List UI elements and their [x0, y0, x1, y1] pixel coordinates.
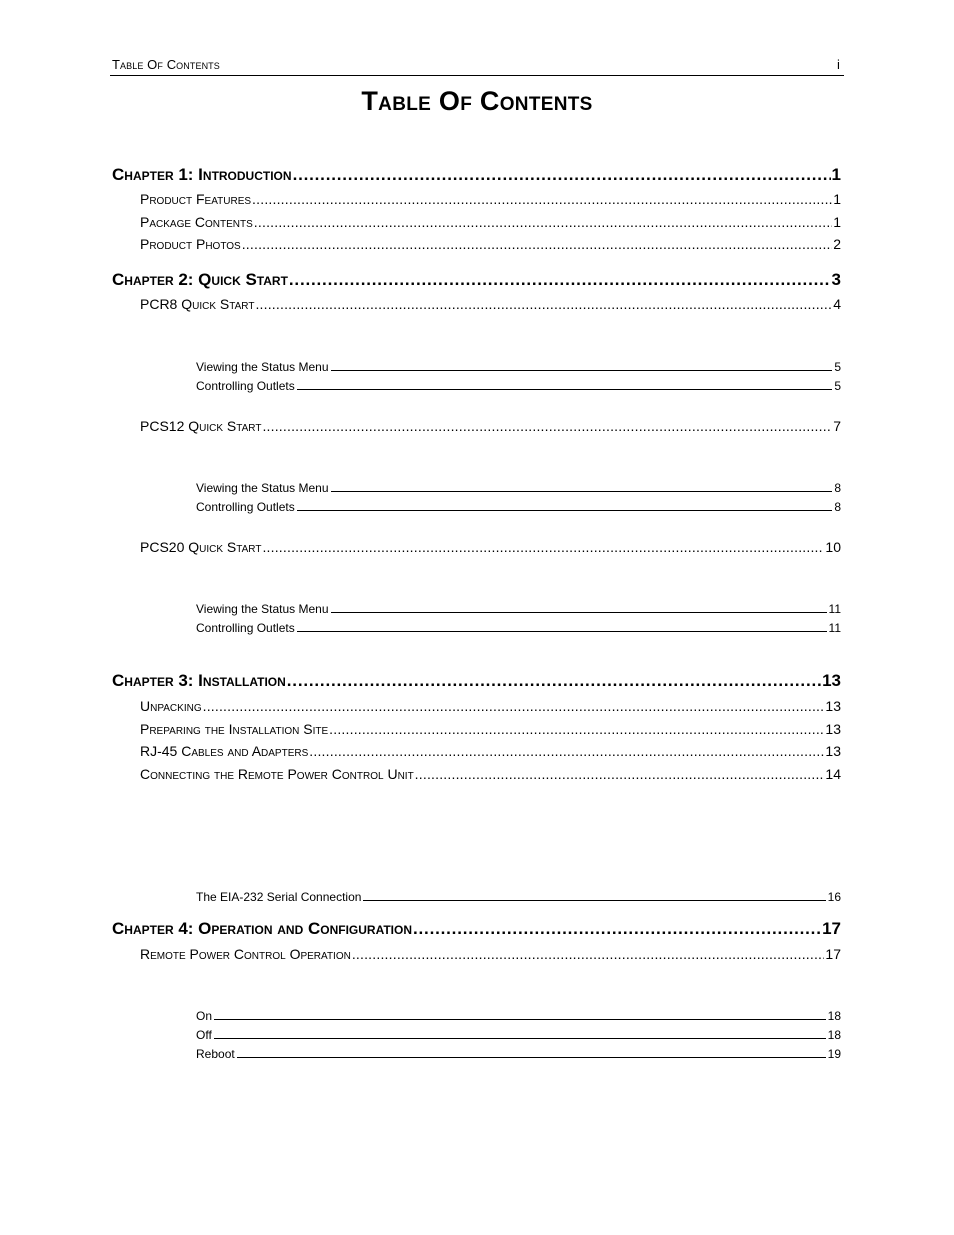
- dot-leader: [329, 721, 824, 737]
- underline-leader: [363, 889, 825, 901]
- toc-entry-label: PCR8 Quick Start: [140, 296, 255, 312]
- toc-entry-label: The EIA-232 Serial Connection: [196, 890, 362, 904]
- toc-entry-label: RJ-45 Cables and Adapters: [140, 743, 309, 759]
- toc-entry-page: 1: [831, 165, 841, 184]
- toc-entry-page: 11: [828, 602, 841, 616]
- toc-entry-label: Viewing the Status Menu: [196, 360, 329, 374]
- toc-subsection[interactable]: [196, 1008, 841, 1023]
- toc-entry-page: 11: [828, 621, 841, 635]
- toc-section[interactable]: [140, 721, 841, 737]
- toc-entry-page: 17: [825, 946, 841, 962]
- underline-leader: [331, 601, 827, 613]
- toc-entry-page: 8: [834, 481, 841, 495]
- toc-entry-label: Remote Power Control Operation: [140, 946, 351, 962]
- toc-entry-page: 4: [833, 296, 841, 312]
- toc-entry-label: Package Contents: [140, 214, 253, 230]
- toc-entry-page: 1: [833, 191, 841, 207]
- toc-entry-label: Controlling Outlets: [196, 379, 295, 393]
- toc-section[interactable]: [140, 236, 841, 252]
- toc-entry-label: On: [196, 1009, 213, 1023]
- underline-leader: [297, 620, 827, 632]
- toc-section[interactable]: [140, 214, 841, 230]
- toc-entry-page: 10: [825, 539, 841, 555]
- toc-entry-label: Chapter 2: Quick Start: [112, 270, 288, 289]
- toc-subsection[interactable]: [196, 359, 841, 374]
- toc-chapter-4[interactable]: [112, 919, 841, 939]
- dot-leader: [287, 671, 821, 691]
- toc-entry-label: Controlling Outlets: [196, 621, 295, 635]
- toc-entry-label: PCS12 Quick Start: [140, 418, 262, 434]
- page-title: Table Of Contents: [361, 86, 593, 116]
- toc-entry-page: 5: [834, 379, 841, 393]
- toc-entry-label: Chapter 1: Introduction: [112, 165, 292, 184]
- toc-entry-page: 18: [827, 1009, 841, 1023]
- dot-leader: [352, 946, 825, 962]
- toc-entry-label: Viewing the Status Menu: [196, 602, 329, 616]
- toc-subsection[interactable]: [196, 601, 841, 616]
- toc-subsection[interactable]: [196, 378, 841, 393]
- toc-section[interactable]: [140, 191, 841, 207]
- running-header-page-number: i: [837, 57, 840, 72]
- toc-section[interactable]: [140, 539, 841, 555]
- toc-section[interactable]: [140, 946, 841, 962]
- dot-leader: [252, 191, 832, 207]
- toc-entry-page: 8: [834, 500, 841, 514]
- toc-entry-label: Reboot: [196, 1047, 235, 1061]
- dot-leader: [415, 766, 825, 782]
- toc-entry-label: Product Features: [140, 191, 252, 207]
- toc-entry-page: 7: [833, 418, 841, 434]
- toc-entry-page: 2: [833, 236, 841, 252]
- toc-entry-label: Connecting the Remote Power Control Unit: [140, 766, 414, 782]
- toc-subsection[interactable]: [196, 620, 841, 635]
- toc-chapter-3[interactable]: [112, 671, 841, 691]
- toc-section[interactable]: [140, 766, 841, 782]
- toc-entry-label: Chapter 4: Operation and Configuration: [112, 919, 413, 938]
- toc-entry-page: 16: [827, 890, 841, 904]
- dot-leader: [242, 236, 832, 252]
- toc-subsection[interactable]: [196, 480, 841, 495]
- underline-leader: [297, 499, 833, 511]
- dot-leader: [255, 296, 832, 312]
- underline-leader: [214, 1008, 826, 1020]
- toc-subsection[interactable]: [196, 1027, 841, 1042]
- toc-entry-label: Chapter 3: Installation: [112, 671, 286, 690]
- toc-entry-label: Off: [196, 1028, 212, 1042]
- toc-entry-label: Preparing the Installation Site: [140, 721, 329, 737]
- toc-section[interactable]: [140, 743, 841, 759]
- toc-subsection[interactable]: [196, 499, 841, 514]
- dot-leader: [254, 214, 832, 230]
- dot-leader: [413, 919, 821, 939]
- toc-entry-page: 17: [822, 919, 841, 938]
- toc-chapter-1[interactable]: [112, 165, 841, 185]
- toc-section[interactable]: [140, 296, 841, 312]
- dot-leader: [262, 418, 832, 434]
- toc-entry-page: 1: [833, 214, 841, 230]
- toc-entry-page: 13: [825, 698, 841, 714]
- underline-leader: [214, 1027, 826, 1039]
- underline-leader: [331, 359, 833, 371]
- dot-leader: [289, 270, 831, 290]
- dot-leader: [309, 743, 824, 759]
- toc-entry-page: 13: [825, 721, 841, 737]
- toc-section[interactable]: [140, 418, 841, 434]
- toc-subsection[interactable]: [196, 1046, 841, 1061]
- underline-leader: [331, 480, 833, 492]
- dot-leader: [262, 539, 824, 555]
- toc-entry-page: 13: [822, 671, 841, 690]
- toc-entry-label: Controlling Outlets: [196, 500, 295, 514]
- toc-entry-page: 5: [834, 360, 841, 374]
- dot-leader: [203, 698, 825, 714]
- toc-entry-page: 18: [827, 1028, 841, 1042]
- toc-entry-page: 19: [827, 1047, 841, 1061]
- toc-entry-label: Unpacking: [140, 698, 202, 714]
- underline-leader: [297, 378, 833, 390]
- toc-entry-page: 13: [825, 743, 841, 759]
- toc-subsection[interactable]: [196, 889, 841, 904]
- toc-entry-page: 14: [825, 766, 841, 782]
- running-header-title: Table Of Contents: [112, 57, 220, 72]
- toc-entry-label: PCS20 Quick Start: [140, 539, 262, 555]
- toc-entry-label: Product Photos: [140, 236, 241, 252]
- underline-leader: [237, 1046, 826, 1058]
- dot-leader: [293, 165, 831, 185]
- toc-entry-page: 3: [831, 270, 841, 289]
- toc-chapter-2[interactable]: [112, 270, 841, 290]
- toc-entry-label: Viewing the Status Menu: [196, 481, 329, 495]
- header-rule: [110, 75, 844, 76]
- toc-section[interactable]: [140, 698, 841, 714]
